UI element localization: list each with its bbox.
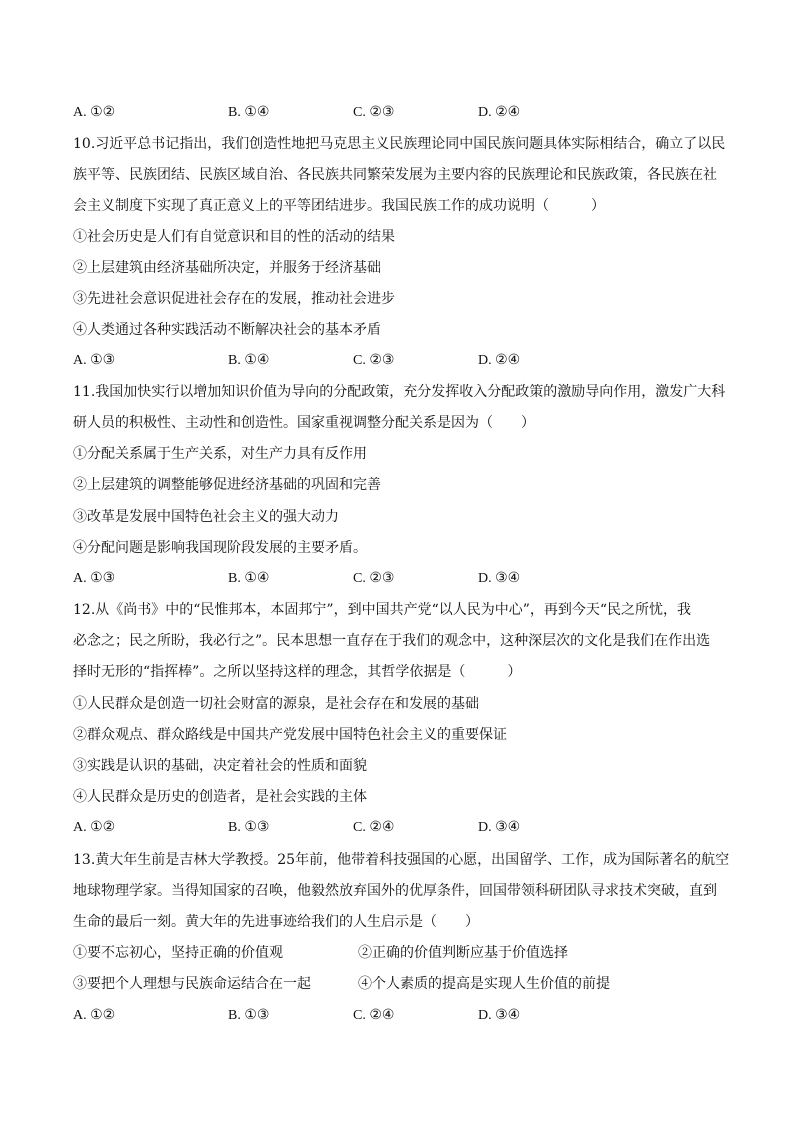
q12-stem-line-2: 必念之；民之所盼，我必行之”。民本思想一直存在于我们的观念中，这种深层次的文化是我们在作出选 [73, 633, 711, 649]
q13-stem-line-2: 地球物理学家。当得知国家的召唤，他毅然放弃国外的优厚条件，回国带领科研团队寻求技术突破，直到 [73, 883, 717, 899]
q13-option-c: C. ②④ [353, 1008, 395, 1023]
q11-option-a: A. ①③ [73, 571, 116, 586]
q11-statement-1: ①分配关系属于生产关系，对生产力具有反作用 [73, 446, 367, 462]
q10-option-c: C. ②③ [353, 353, 395, 368]
q13-option-b: B. ①③ [228, 1008, 270, 1023]
q13-statement-3: ③要把个人理想与民族命运结合在一起 [73, 976, 311, 992]
q12-option-a: A. ①② [73, 820, 116, 835]
q12-option-d: D. ③④ [478, 820, 521, 835]
q10-stem-line-2: 族平等、民族团结、民族区域自治、各民族共同繁荣发展为主要内容的民族理论和民族政策，各民族在社 [73, 167, 717, 183]
q11-option-d: D. ③④ [478, 571, 521, 586]
q11-stem-line-2: 研人员的积极性、主动性和创造性。国家重视调整分配关系是因为（ ） [73, 415, 535, 431]
q10-stem-line-3: 会主义制度下实现了真正意义上的平等团结进步。我国民族工作的成功说明（ ） [73, 198, 605, 214]
q13-statement-2: ②正确的价值判断应基于价值选择 [358, 945, 568, 961]
q11-statement-2: ②上层建筑的调整能够促进经济基础的巩固和完善 [73, 477, 381, 493]
q9-option-d: D. ②④ [478, 105, 521, 120]
q12-statement-3: ③实践是认识的基础，决定着社会的性质和面貌 [73, 758, 367, 774]
q10-statement-2: ②上层建筑由经济基础所决定，并服务于经济基础 [73, 260, 381, 276]
q10-stem-line-1: 10.习近平总书记指出，我们创造性地把马克思主义民族理论同中国民族问题具体实际相结合，确立了以民 [73, 136, 726, 152]
q11-statement-4: ④分配问题是影响我国现阶段发展的主要矛盾。 [73, 540, 367, 556]
q10-option-b: B. ①④ [228, 353, 270, 368]
q12-statement-4: ④人民群众是历史的创造者，是社会实践的主体 [73, 789, 367, 805]
q9-option-a: A. ①② [73, 105, 116, 120]
q13-stem-line-3: 生命的最后一刻。黄大年的先进事迹给我们的人生启示是（ ） [73, 914, 479, 930]
q12-option-c: C. ②④ [353, 820, 395, 835]
q12-option-b: B. ①③ [228, 820, 270, 835]
q13-option-d: D. ③④ [478, 1008, 521, 1023]
q10-statement-4: ④人类通过各种实践活动不断解决社会的基本矛盾 [73, 322, 381, 338]
q11-option-b: B. ①④ [228, 571, 270, 586]
q12-statement-1: ①人民群众是创造一切社会财富的源泉，是社会存在和发展的基础 [73, 696, 479, 712]
q9-option-b: B. ①④ [228, 105, 270, 120]
q11-statement-3: ③改革是发展中国特色社会主义的强大动力 [73, 509, 339, 525]
q13-option-a: A. ①② [73, 1008, 116, 1023]
q11-stem-line-1: 11.我国加快实行以增加知识价值为导向的分配政策，充分发挥收入分配政策的激励导向作用，激发广大科 [73, 384, 726, 400]
q13-statement-1: ①要不忘初心，坚持正确的价值观 [73, 945, 283, 961]
q12-stem-line-3: 择时无形的“指挥棒”。之所以坚持这样的理念，其哲学依据是（ ） [73, 664, 522, 680]
q10-statement-3: ③先进社会意识促进社会存在的发展，推动社会进步 [73, 291, 395, 307]
q10-option-a: A. ①③ [73, 353, 116, 368]
q11-option-c: C. ②③ [353, 571, 395, 586]
q10-option-d: D. ②④ [478, 353, 521, 368]
q13-statement-4: ④个人素质的提高是实现人生价值的前提 [358, 976, 610, 992]
q13-stem-line-1: 13.黄大年生前是吉林大学教授。25年前，他带着科技强国的心愿，出国留学、工作，成为国际著名的航空 [73, 852, 730, 868]
q12-stem-line-1: 12.从《尚书》中的“民惟邦本，本固邦宁”，到中国共产党“以人民为中心”，再到今天“民之所忧，我 [73, 602, 692, 618]
q12-statement-2: ②群众观点、群众路线是中国共产党发展中国特色社会主义的重要保证 [73, 727, 507, 743]
q10-statement-1: ①社会历史是人们有自觉意识和目的性的活动的结果 [73, 229, 395, 245]
q9-option-c: C. ②③ [353, 105, 395, 120]
